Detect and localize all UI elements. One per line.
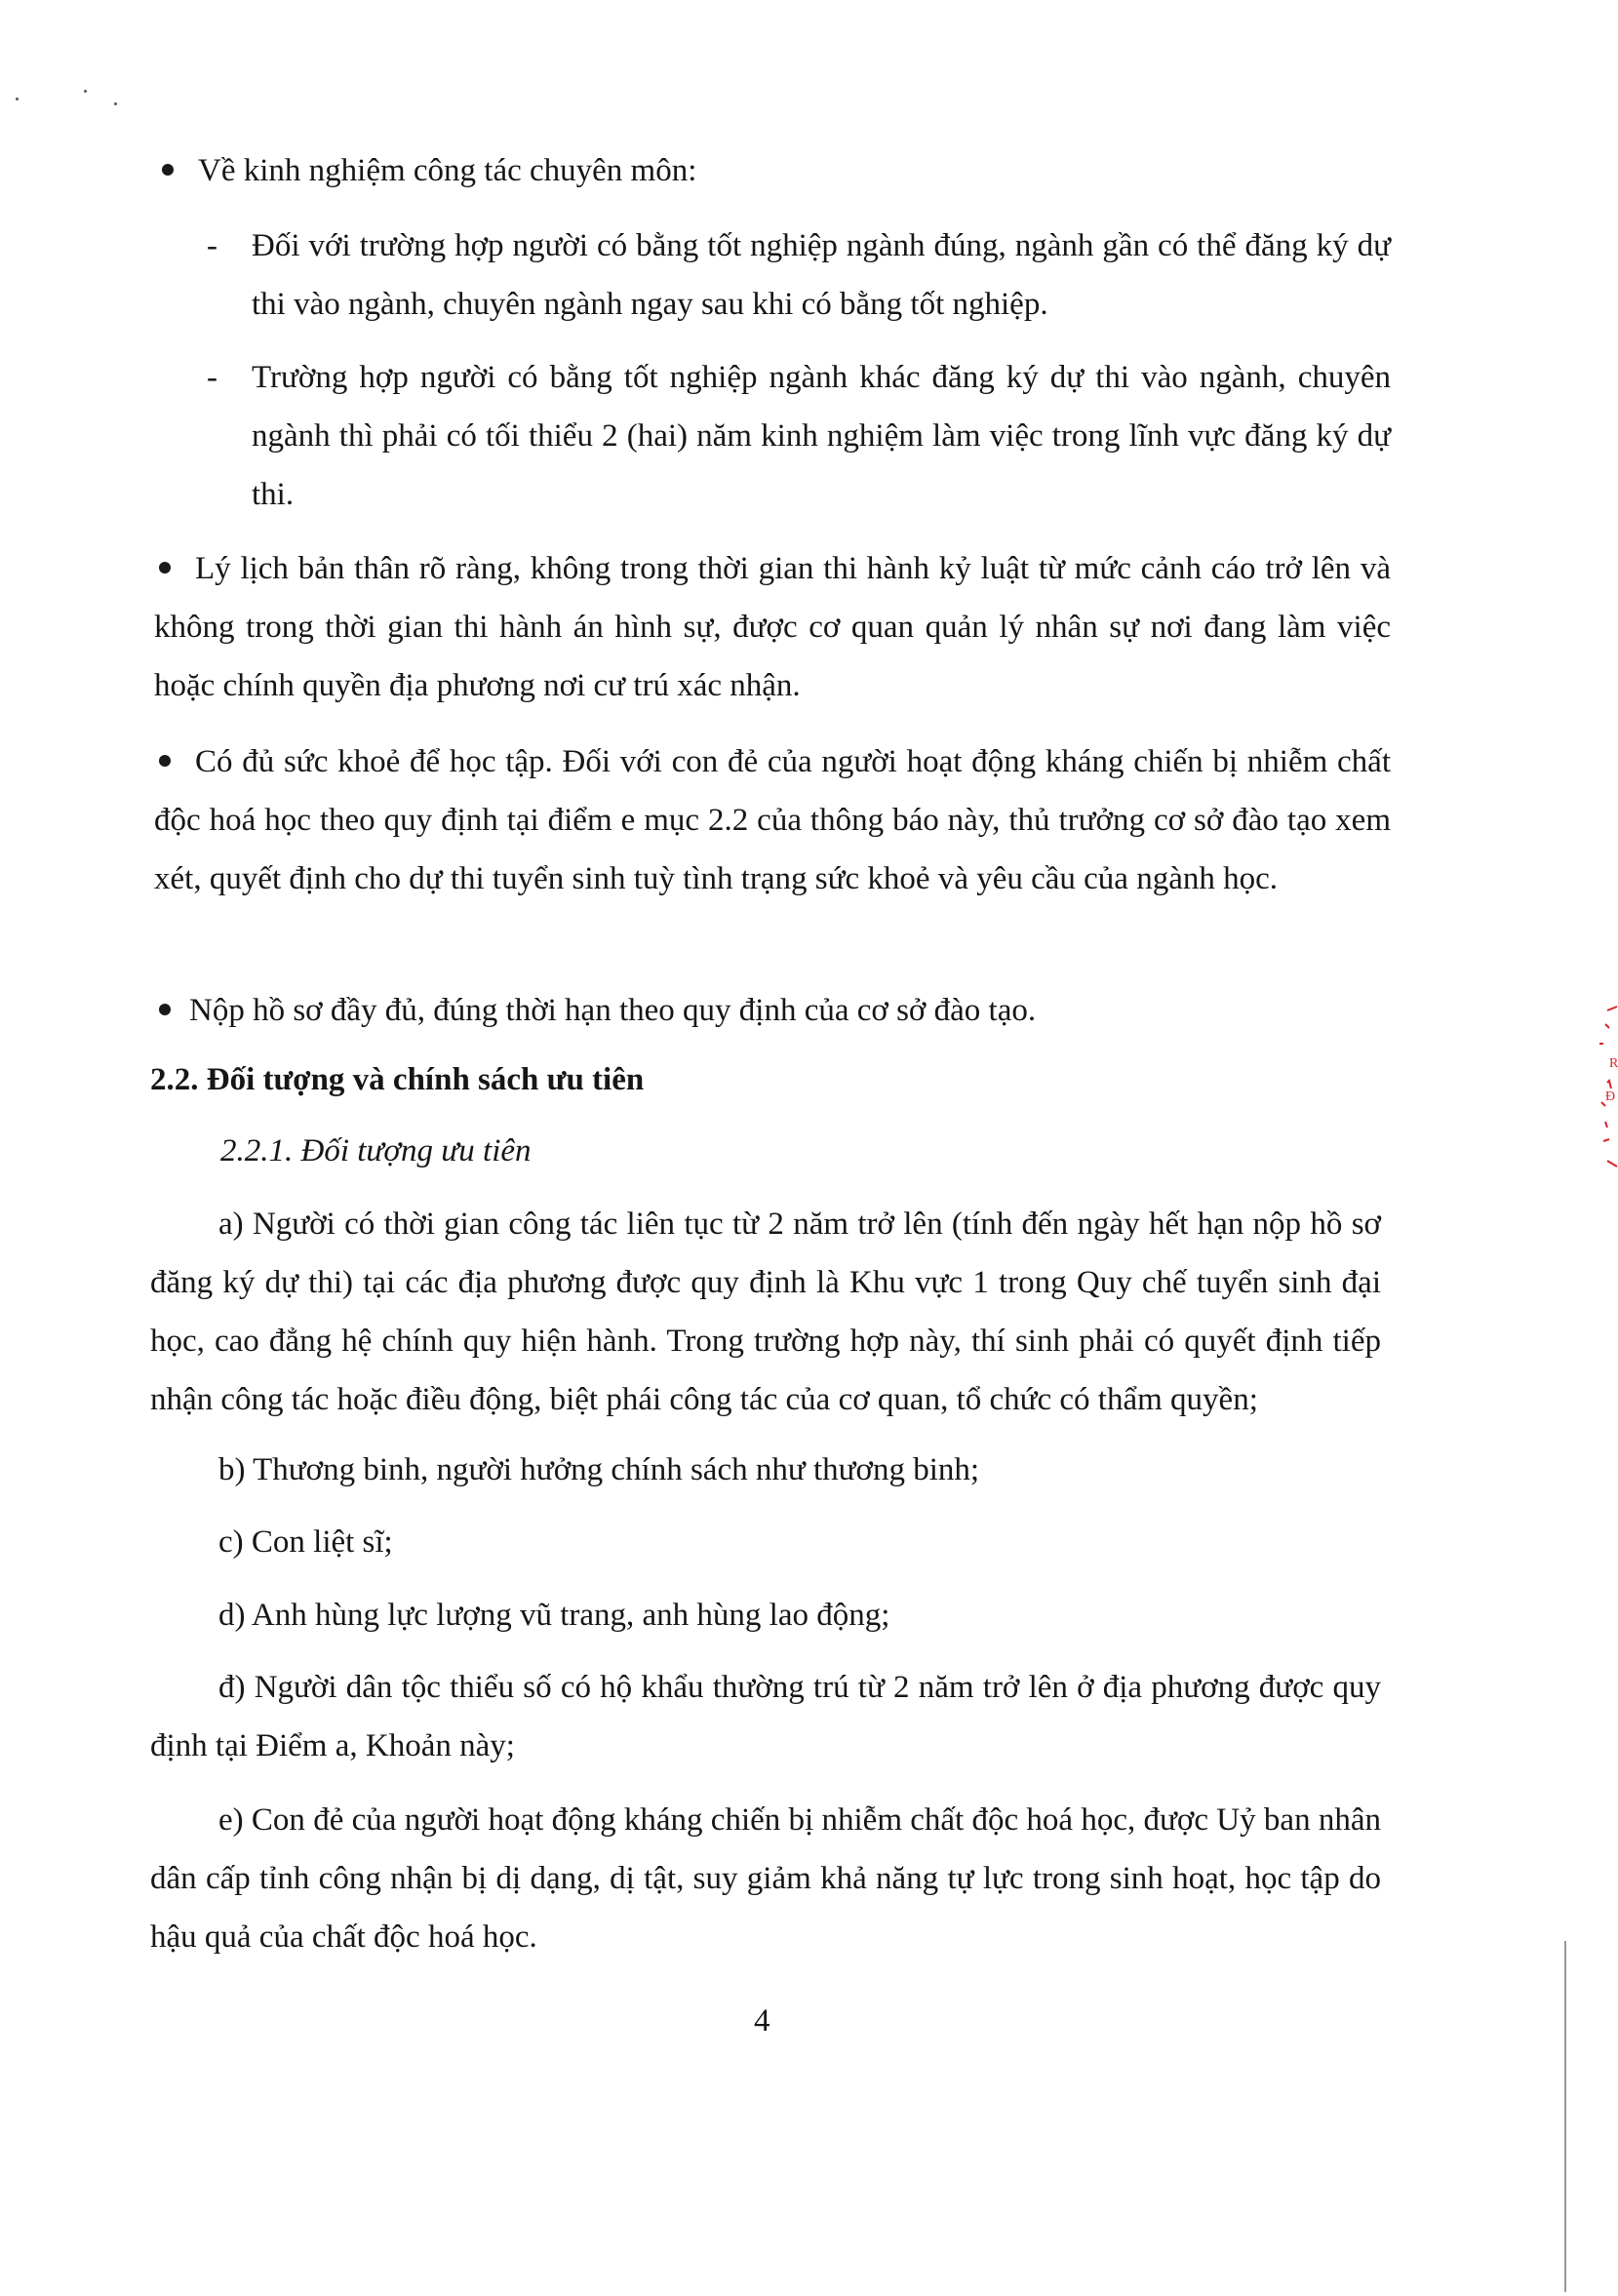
experience-heading: Về kinh nghiệm công tác chuyên môn:	[198, 153, 697, 188]
subsection-title: 2.2.1. Đối tượng ưu tiên	[220, 1133, 532, 1168]
dash-marker: -	[207, 360, 217, 395]
priority-item-d: d) Anh hùng lực lượng vũ trang, anh hùng lao động;	[218, 1598, 890, 1633]
stamp-fragment-icon	[1588, 1005, 1617, 1170]
documents-requirement: Nộp hồ sơ đầy đủ, đúng thời hạn theo quy định của cơ sở đào tạo.	[189, 993, 1037, 1028]
dash-marker: -	[207, 228, 217, 263]
scan-speck	[84, 90, 87, 93]
experience-item: Đối với trường hợp người có bằng tốt nghiệp ngành đúng, ngành gần có thể đăng ký dự thi vào ngành, chuyên ngành ngay sau khi có bằng tốt nghiệp.	[252, 228, 1391, 322]
bullet-icon	[162, 164, 174, 176]
priority-item-e: e) Con đẻ của người hoạt động kháng chiến bị nhiễm chất độc hoá học, được Uỷ ban nhân dân cấp tỉnh công nhận bị dị dạng, dị tật, suy giảm khả năng tự lực trong sinh hoạt, học tập do hậu quả của chất độc hoá học.	[150, 1802, 1381, 1955]
section-title: 2.2. Đối tượng và chính sách ưu tiên	[150, 1062, 645, 1097]
scan-speck	[16, 98, 19, 100]
priority-item-a: a) Người có thời gian công tác liên tục từ 2 năm trở lên (tính đến ngày hết hạn nộp hồ sơ đăng ký dự thi) tại các địa phương được quy định là Khu vực 1 trong Quy chế tuyển sinh đại học, cao đẳng hệ chính quy hiện hành. Trong trường hợp này, thí sinh phải có quyết định tiếp nhận công tác hoặc điều động, biệt phái công tác của cơ quan, tổ chức có thẩm quyền;	[150, 1207, 1381, 1417]
svg-text:R: R	[1609, 1056, 1618, 1071]
priority-item-c: c) Con liệt sĩ;	[218, 1524, 393, 1560]
experience-item: Trường hợp người có bằng tốt nghiệp ngành khác đăng ký dự thi vào ngành, chuyên ngành thì phải có tối thiểu 2 (hai) năm kinh nghiệm làm việc trong lĩnh vực đăng ký dự thi.	[252, 360, 1391, 512]
priority-item-dd: đ) Người dân tộc thiểu số có hộ khẩu thường trú từ 2 năm trở lên ở địa phương được quy định tại Điểm a, Khoản này;	[150, 1670, 1381, 1763]
background-requirement: Lý lịch bản thân rõ ràng, không trong thời gian thi hành kỷ luật từ mức cảnh cáo trở lên và không trong thời gian thi hành án hình sự, được cơ quan quản lý nhân sự nơi đang làm việc hoặc chính quyền địa phương nơi cư trú xác nhận.	[154, 551, 1391, 703]
priority-item-b: b) Thương binh, người hưởng chính sách như thương binh;	[218, 1452, 980, 1487]
page-number: 4	[754, 2003, 770, 2039]
health-requirement: Có đủ sức khoẻ để học tập. Đối với con đẻ của người hoạt động kháng chiến bị nhiễm chất độc hoá học theo quy định tại điểm e mục 2.2 của thông báo này, thủ trưởng cơ sở đào tạo xem xét, quyết định cho dự thi tuyển sinh tuỳ tình trạng sức khoẻ và yêu cầu của ngành học.	[154, 744, 1391, 896]
scan-speck	[114, 102, 117, 105]
scan-edge-line	[1564, 1941, 1566, 2292]
svg-text:Đ: Đ	[1605, 1089, 1616, 1104]
